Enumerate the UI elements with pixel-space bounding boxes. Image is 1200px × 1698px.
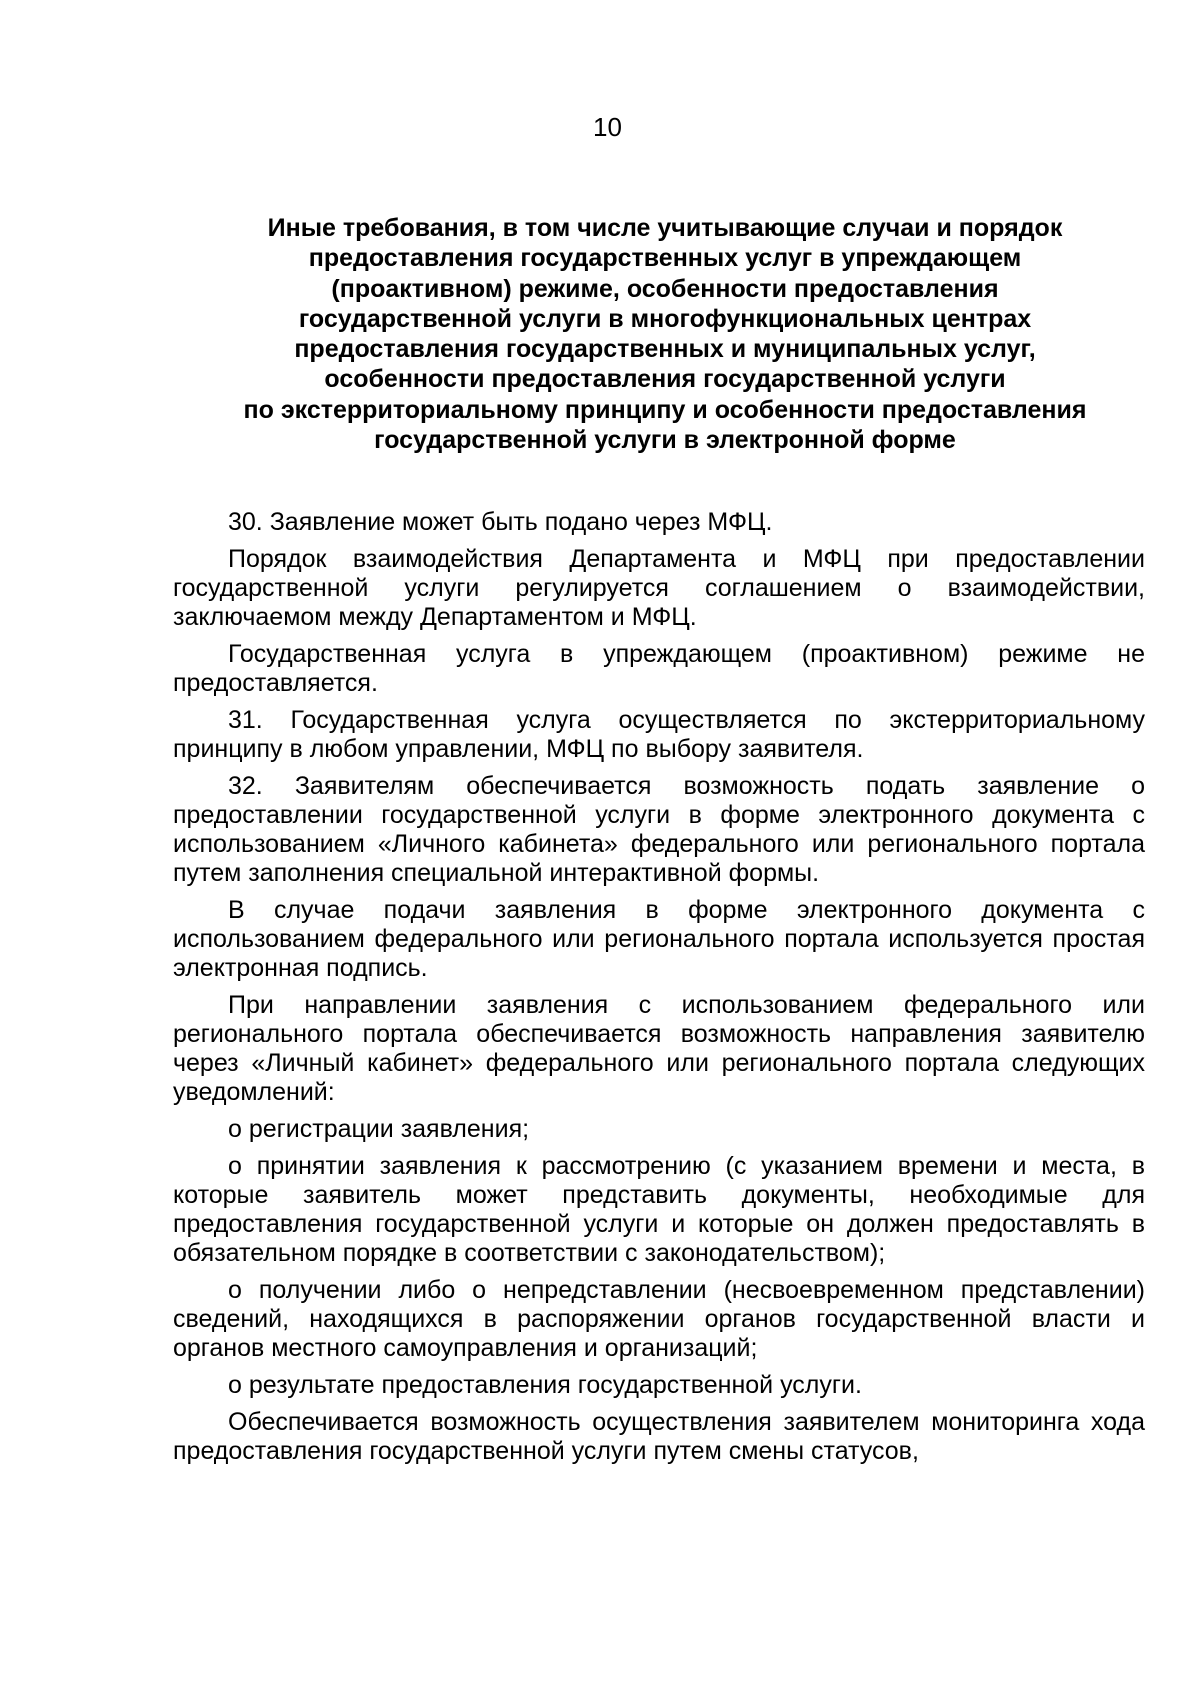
paragraph: 31. Государственная услуга осуществляется по экстерриториальному принципу в любом управлении, МФЦ по выбору заявителя. bbox=[173, 706, 1145, 763]
page-number: 10 bbox=[593, 112, 622, 142]
section-heading bbox=[205, 213, 1125, 455]
heading-line: по экстерриториальному принципу и особенности предоставления bbox=[243, 395, 1087, 424]
heading-line: Иные требования, в том числе учитывающие случаи и порядок bbox=[267, 214, 1063, 242]
paragraph: Порядок взаимодействия Департамента и МФЦ при предоставлении государственной услуги регулируется соглашением о взаимодействии, заключаемом между Департаментом и МФЦ. bbox=[173, 545, 1145, 631]
paragraph: При направлении заявления с использованием федерального или регионального портала обеспечивается возможность направления заявителю через «Личный кабинет» федерального или регионального портала следующих уведомлений: bbox=[173, 991, 1145, 1106]
paragraph: 30. Заявление может быть подано через МФЦ. bbox=[228, 508, 773, 536]
heading-line: государственной услуги в многофункциональных центрах bbox=[298, 304, 1032, 333]
heading-line: государственной услуги в электронной форме bbox=[374, 426, 956, 455]
paragraph: В случае подачи заявления в форме электронного документа с использованием федерального или регионального портала используется простая электронная подпись. bbox=[173, 896, 1145, 982]
heading-line: предоставления государственных и муниципальных услуг, bbox=[294, 335, 1036, 364]
paragraph: о результате предоставления государственной услуги. bbox=[228, 1371, 862, 1399]
paragraph: Обеспечивается возможность осуществления заявителем мониторинга хода предоставления государственной услуги путем смены статусов, bbox=[173, 1408, 1145, 1465]
heading-line: особенности предоставления государственной услуги bbox=[324, 365, 1006, 394]
paragraph: Государственная услуга в упреждающем (проактивном) режиме не предоставляется. bbox=[173, 640, 1145, 697]
paragraph: о регистрации заявления; bbox=[228, 1115, 530, 1143]
paragraph: о получении либо о непредставлении (несвоевременном представлении) сведений, находящихся в распоряжении органов государственной власти и органов местного самоуправления и организаций; bbox=[173, 1276, 1145, 1362]
paragraph: 32. Заявителям обеспечивается возможность подать заявление о предоставлении государственной услуги в форме электронного документа с использованием «Личного кабинета» федерального или регионального портала путем заполнения специальной интерактивной формы. bbox=[173, 772, 1145, 887]
body-text bbox=[173, 508, 1145, 1474]
heading-line: предоставления государственных услуг в упреждающем bbox=[308, 244, 1022, 273]
paragraph: о принятии заявления к рассмотрению (с указанием времени и места, в которые заявитель может представить документы, необходимые для предоставления государственной услуги и которые он должен предоставлять в обязательном порядке в соответствии с законодательством); bbox=[173, 1152, 1145, 1267]
heading-line: (проактивном) режиме, особенности предоставления bbox=[331, 274, 999, 303]
